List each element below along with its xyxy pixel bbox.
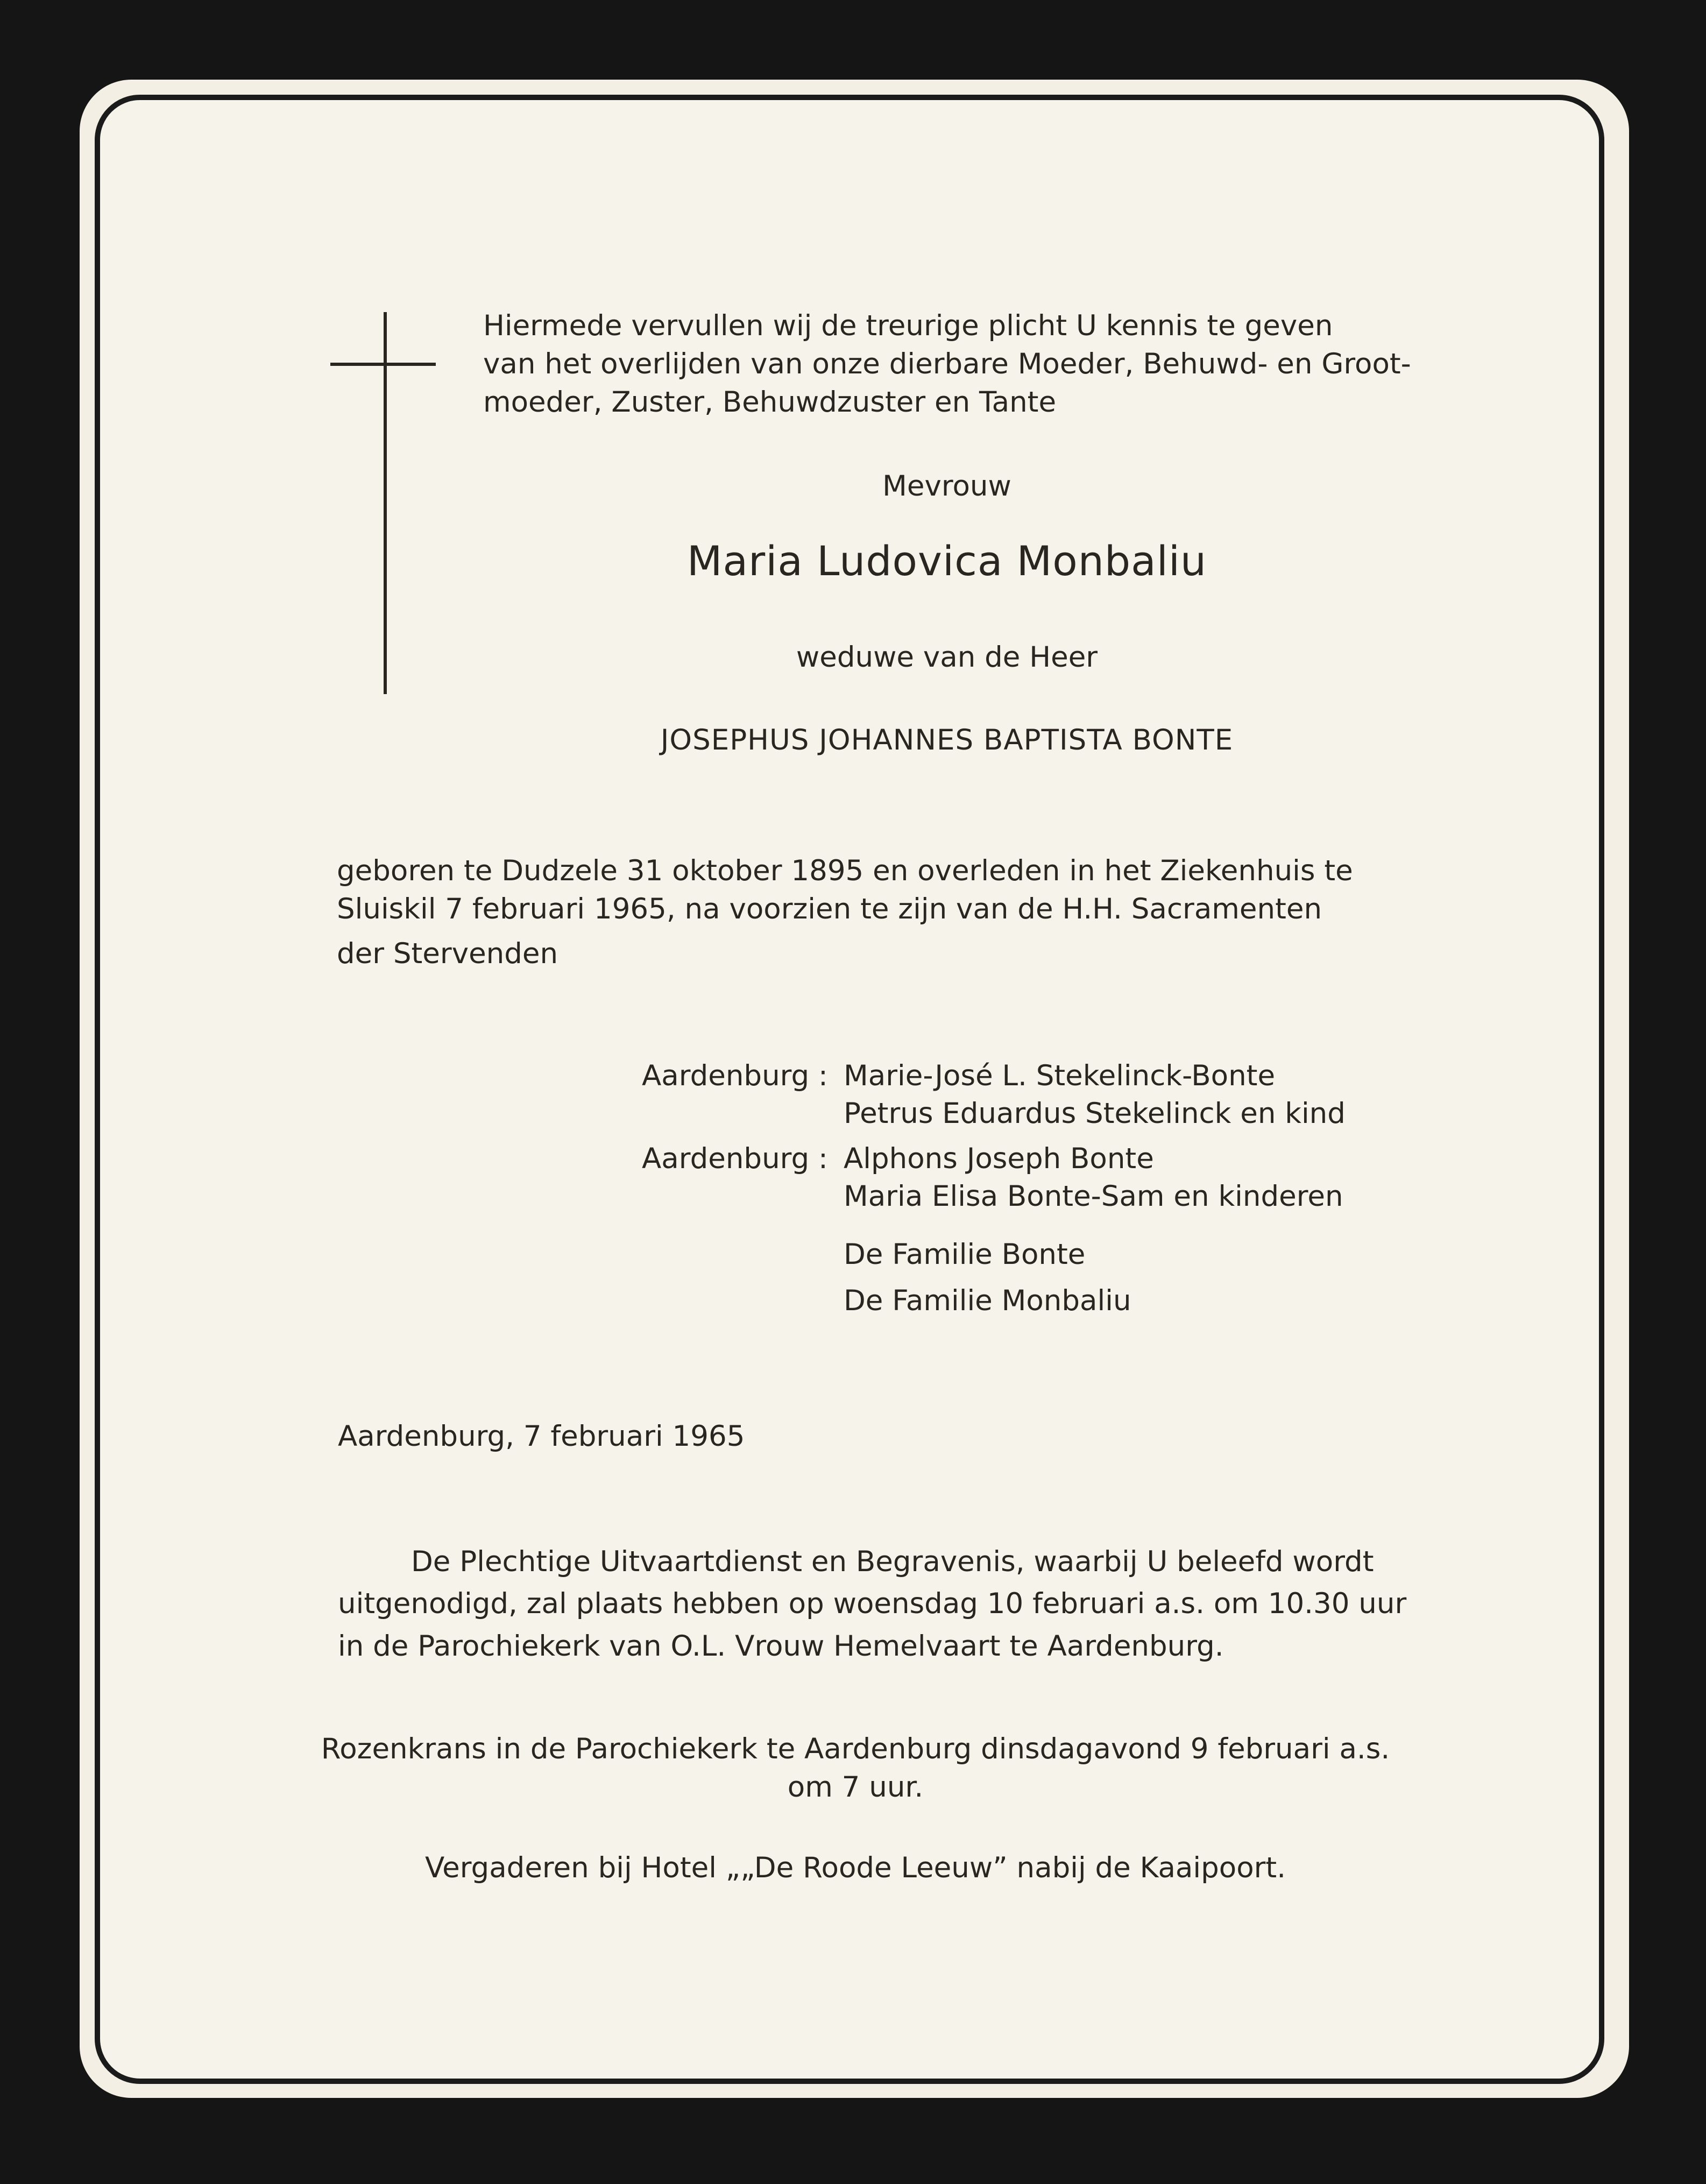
family-2: De Familie Monbaliu bbox=[844, 1284, 1131, 1317]
place-date: Aardenburg, 7 februari 1965 bbox=[338, 1420, 745, 1453]
birth-death-line-2: Sluiskil 7 februari 1965, na voorzien te zijn van de H.H. Sacramenten bbox=[337, 893, 1322, 925]
funeral-line-2: uitgenodigd, zal plaats hebben op woensdag 10 februari a.s. om 10.30 uur bbox=[338, 1587, 1407, 1620]
salutation: Mevrouw bbox=[882, 470, 1011, 503]
intro-line-2: van het overlijden van onze dierbare Moeder, Behuwd- en Groot- bbox=[483, 348, 1411, 380]
mourner-name-2a: Alphons Joseph Bonte bbox=[844, 1142, 1154, 1175]
deceased-name: Maria Ludovica Monbaliu bbox=[686, 537, 1207, 585]
meeting-line: Vergaderen bij Hotel „„De Roode Leeuw” nabij de Kaaipoort. bbox=[424, 1851, 1286, 1884]
rosary-line-2: om 7 uur. bbox=[787, 1771, 924, 1804]
husband-name: JOSEPHUS JOHANNES BAPTISTA BONTE bbox=[660, 724, 1234, 757]
cross-icon-horizontal bbox=[330, 363, 436, 366]
mourner-place-2: Aardenburg : bbox=[642, 1142, 828, 1175]
rosary-line-1: Rozenkrans in de Parochiekerk te Aardenburg dinsdagavond 9 februari a.s. bbox=[321, 1733, 1390, 1765]
cross-icon-vertical bbox=[384, 312, 387, 694]
mourner-place-1: Aardenburg : bbox=[642, 1059, 828, 1092]
mourner-name-1b: Petrus Eduardus Stekelinck en kind bbox=[844, 1097, 1346, 1130]
funeral-line-3: in de Parochiekerk van O.L. Vrouw Hemelvaart te Aardenburg. bbox=[338, 1630, 1224, 1663]
funeral-line-1: De Plechtige Uitvaartdienst en Begravenis, waarbij U beleefd wordt bbox=[411, 1545, 1374, 1578]
intro-line-1: Hiermede vervullen wij de treurige plicht U kennis te geven bbox=[483, 309, 1333, 342]
birth-death-line-1: geboren te Dudzele 31 oktober 1895 en overleden in het Ziekenhuis te bbox=[337, 854, 1353, 887]
intro-line-3: moeder, Zuster, Behuwdzuster en Tante bbox=[483, 386, 1057, 419]
family-1: De Familie Bonte bbox=[844, 1238, 1086, 1271]
widow-of: weduwe van de Heer bbox=[796, 641, 1098, 674]
birth-death-line-3: der Stervenden bbox=[337, 937, 558, 970]
mourner-name-1a: Marie-José L. Stekelinck-Bonte bbox=[844, 1059, 1276, 1092]
mourner-name-2b: Maria Elisa Bonte-Sam en kinderen bbox=[844, 1180, 1343, 1213]
